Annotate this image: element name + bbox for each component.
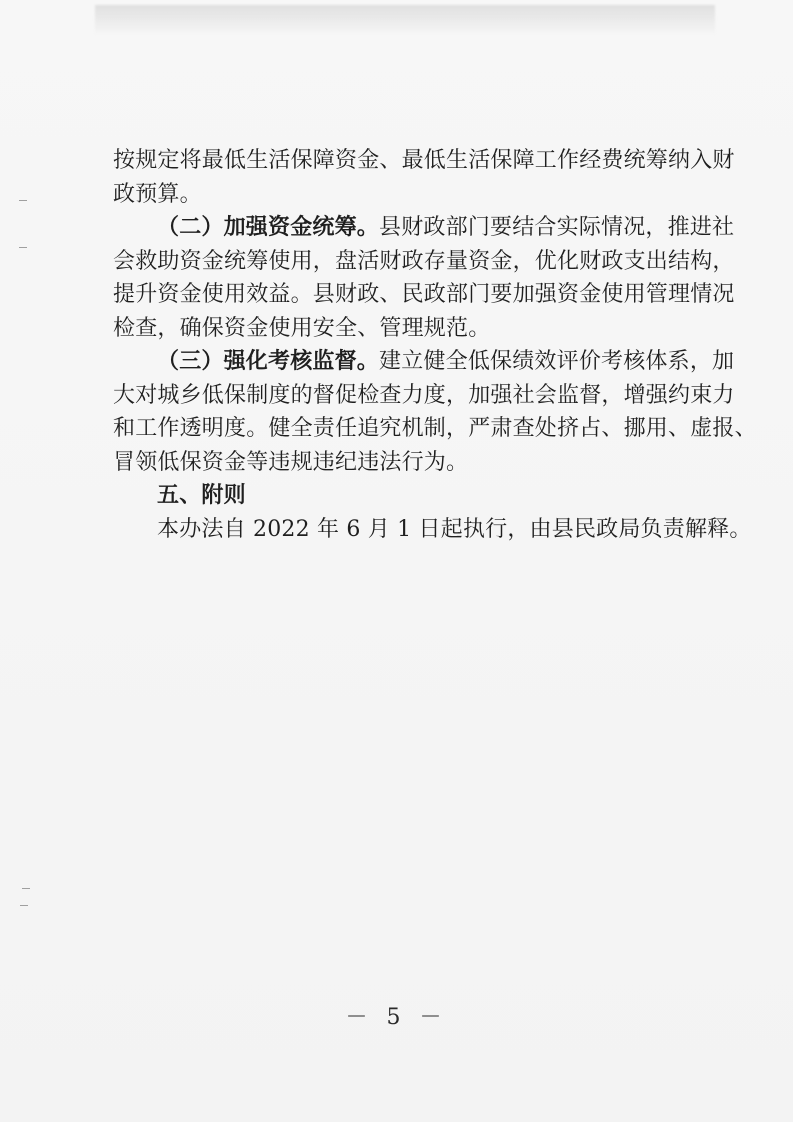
scan-mark — [19, 200, 27, 201]
section-three-line-4: 冒领低保资金等违规违纪违法行为。 — [113, 449, 469, 475]
scan-top-shadow — [95, 5, 715, 35]
paragraph-line: 按规定将最低生活保障资金、最低生活保障工作经费统筹纳入财 — [113, 148, 735, 173]
scan-mark — [22, 888, 30, 889]
section-two-line-3: 提升资金使用效益。县财政、民政部门要加强资金使用管理情况 — [113, 282, 735, 307]
section-two-line-1 — [113, 211, 733, 245]
section-two-text: 县财政部门要结合实际情况，推进社 — [379, 215, 735, 240]
section-three-line-1 — [113, 345, 733, 379]
section-two-line-2: 会救助资金统筹使用，盘活财政存量资金，优化财政支出结构， — [113, 248, 735, 274]
section-five-heading: 五、附则 — [157, 483, 246, 508]
section-two-line-4: 检查，确保资金使用安全、管理规范。 — [113, 315, 491, 341]
scan-mark — [20, 905, 28, 906]
scan-mark — [19, 247, 27, 248]
paragraph-line: 政预算。 — [113, 181, 202, 207]
section-five-body: 本办法自 2022 年 6 月 1 日起执行，由县民政局负责解释。 — [157, 516, 752, 542]
document-body — [113, 144, 757, 546]
page-number: － 5 － — [345, 1005, 448, 1030]
section-three-text: 建立健全低保绩效评价考核体系，加 — [379, 349, 735, 374]
section-two-heading: （二）加强资金统筹。 — [157, 215, 380, 240]
section-three-heading: （三）强化考核监督。 — [157, 349, 380, 374]
section-three-line-3: 和工作透明度。健全责任追究机制，严肃查处挤占、挪用、虚报、 — [113, 416, 757, 441]
section-three-line-2: 大对城乡低保制度的督促检查力度，加强社会监督，增强约束力 — [113, 382, 735, 408]
